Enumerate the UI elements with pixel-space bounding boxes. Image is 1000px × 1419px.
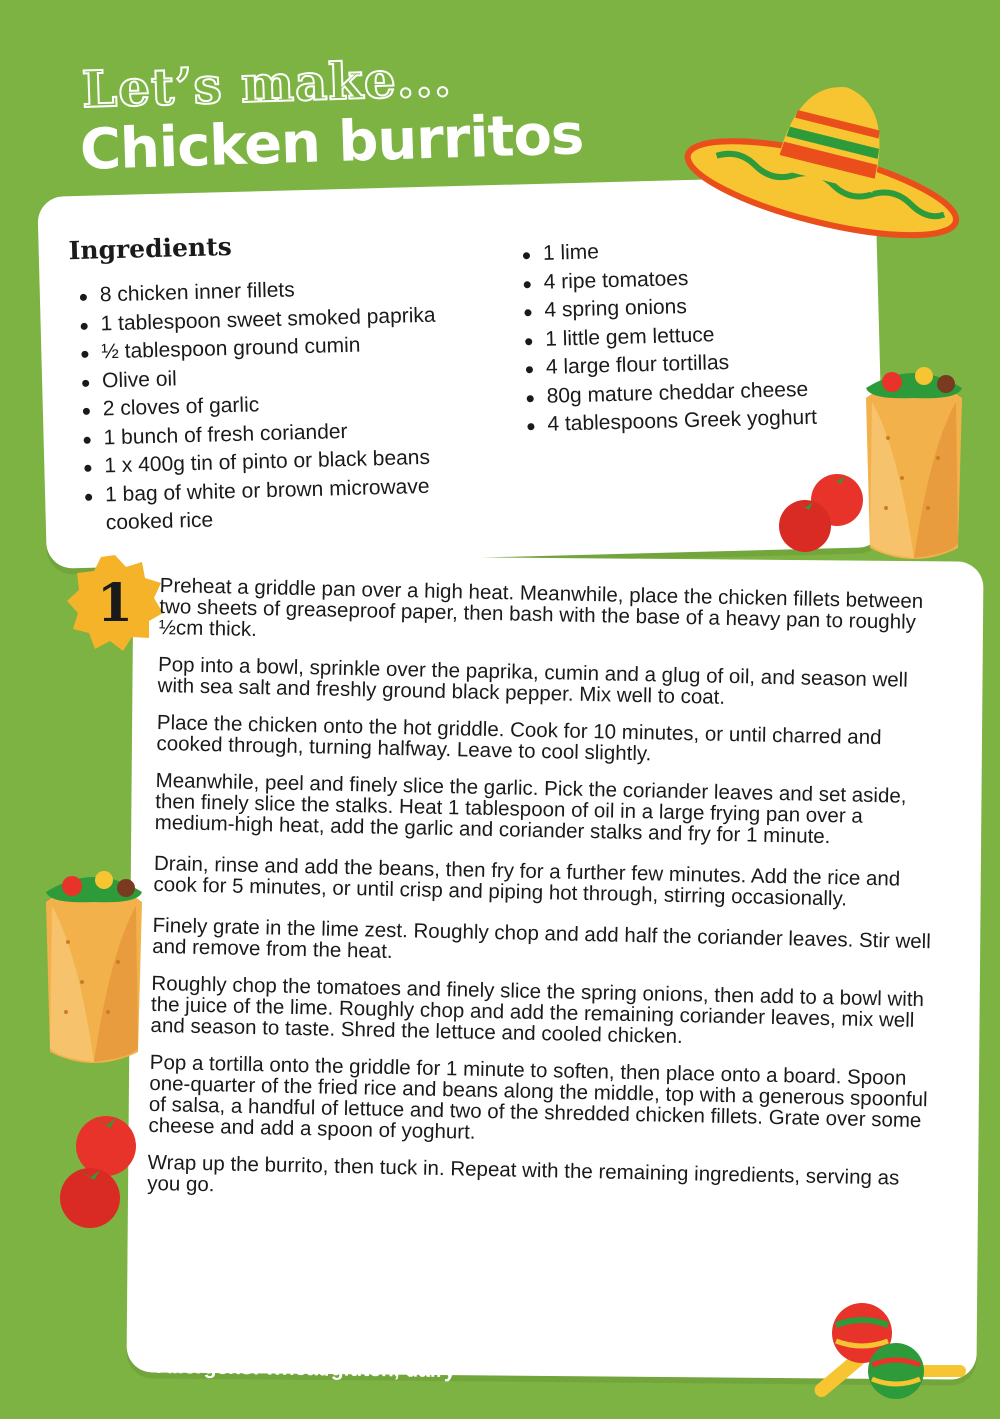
tomato-icon — [775, 468, 870, 558]
method-paragraph: Preheat a griddle pan over a high heat. Meanwhile, place the chicken fillets between two sheets of greaseproof paper, then bash with the base of a heavy pan to roughly ½cm thick. — [158, 574, 924, 642]
step-number: 1 — [96, 572, 134, 634]
method-paragraph: Roughly chop the tomatoes and finely slice the spring onions, then add to a bowl with the juice of the lime. Roughly chop and add the remaining coriander leaves, mix well and season to taste. Shred the lettuce and cooled chicken. — [150, 971, 925, 1049]
title-lets-make: Let’s make... — [81, 48, 453, 119]
burrito-icon — [858, 358, 970, 566]
method-paragraph: Place the chicken onto the hot griddle. Cook for 10 minutes, or until charred and cooked through, turning halfway. Leave to cool slightly. — [156, 710, 882, 766]
method-paragraph: Finely grate in the lime zest. Roughly chop and add half the coriander leaves. Stir well and remove from the heat. — [151, 913, 932, 963]
ingredients-heading: Ingredients — [68, 231, 233, 266]
burrito-icon — [38, 862, 150, 1070]
ingredient-item: 2 cloves of garlic — [78, 385, 499, 424]
method-steps — [147, 575, 950, 1226]
maracas-icon — [800, 1295, 970, 1415]
method-paragraph: Wrap up the burrito, then tuck in. Repeat with the remaining ingredients, serving as you go. — [147, 1150, 900, 1197]
ingredient-item: 80g mature cheddar cheese — [522, 374, 863, 411]
ingredient-item: 1 tablespoon sweet smoked paprika — [76, 300, 497, 339]
ingredient-item: 4 spring onions — [520, 289, 861, 326]
ingredient-item: 8 chicken inner fillets — [76, 271, 497, 310]
ingredient-item: 1 bunch of fresh coriander — [79, 414, 500, 453]
ingredient-item: 4 ripe tomatoes — [519, 260, 860, 297]
ingredient-item: 4 tablespoons Greek yoghurt — [523, 402, 864, 439]
method-paragraph: Pop into a bowl, sprinkle over the paprika, cumin and a glug of oil, and season well with sea salt and freshly ground black pepper. Mix well to coat. — [157, 652, 909, 709]
ingredient-item: 1 bag of white or brown microwave cooked rice — [81, 470, 502, 538]
method-paragraph: Pop a tortilla onto the griddle for 1 minute to soften, then place onto a board. Spoon one-quarter of the fried rice and beans along the middle, top with a generous spoonful of salsa, a handful of lettuce and two of the shredded chicken fillets. Grate over some cheese and add a spoon of yoghurt. — [148, 1050, 928, 1144]
allergens-note: Allergens: wheat/gluten, dairy — [156, 1355, 456, 1383]
sombrero-icon — [680, 70, 970, 240]
ingredient-item: 1 little gem lettuce — [521, 317, 862, 354]
ingredient-item: 1 lime — [519, 232, 860, 269]
method-paragraph: Meanwhile, peel and finely slice the garlic. Pick the coriander leaves and set aside, then finely slice the stalks. Heat 1 tablespoon of oil in a large frying pan over a medium-high heat, add the garlic and coriander stalks and fry for 1 minute. — [154, 768, 907, 849]
ingredients-list-left — [76, 271, 503, 538]
ingredients-list-right — [519, 232, 864, 440]
ingredient-item: 4 large flour tortillas — [522, 346, 863, 383]
ingredient-item: ½ tablespoon ground cumin — [77, 328, 498, 367]
step-badge — [65, 553, 165, 653]
method-paragraph: Drain, rinse and add the beans, then fry for a further few minutes. Add the rice and cook for 5 minutes, or until crisp and piping hot through, stirring occasionally. — [153, 851, 901, 911]
ingredient-item: 1 x 400g tin of pinto or black beans — [80, 442, 501, 481]
ingredient-item: Olive oil — [78, 357, 499, 396]
page-title: Chicken burritos — [78, 102, 585, 183]
tomato-icon — [52, 1110, 147, 1235]
